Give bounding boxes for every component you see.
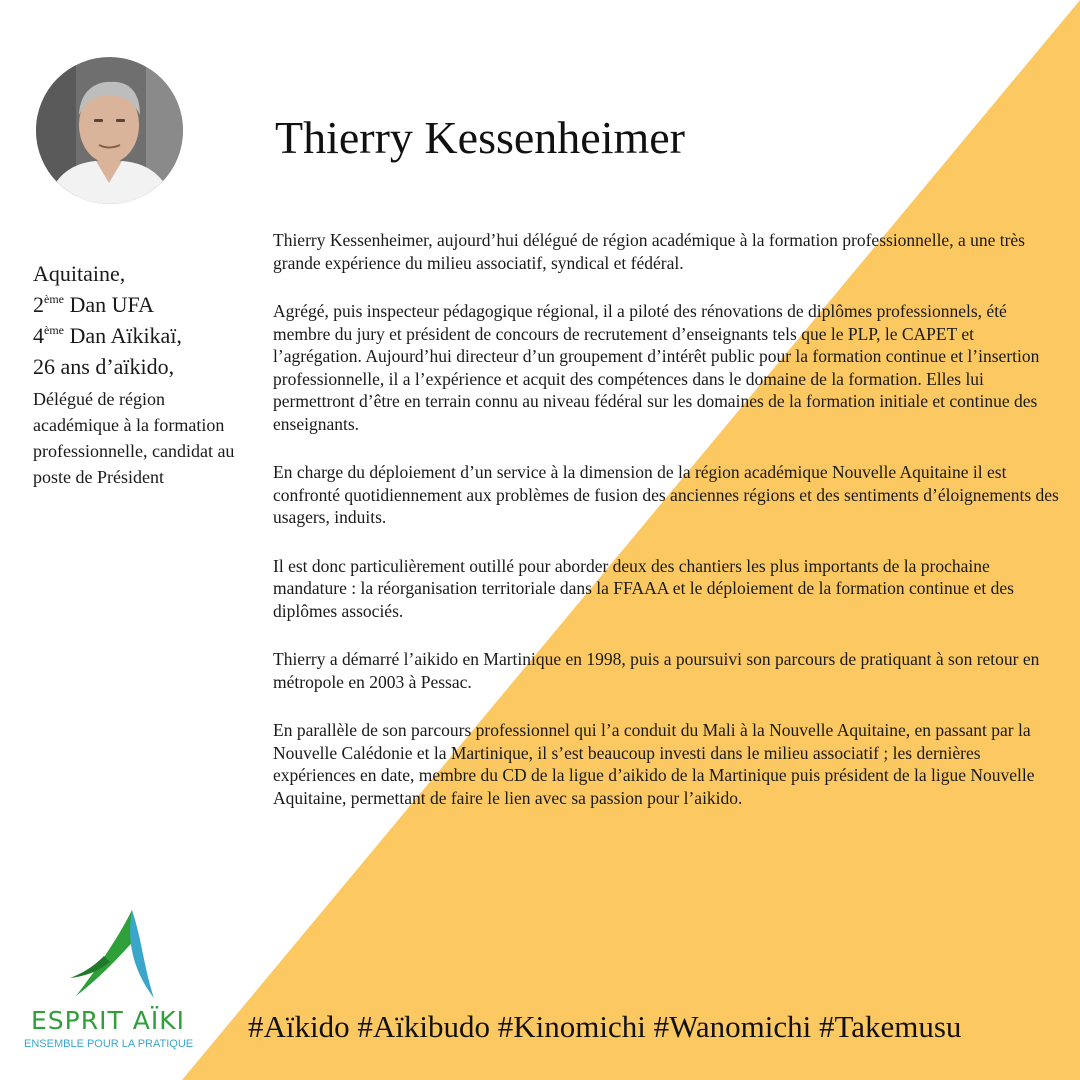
rank-aikikai-line [33,320,253,351]
logo-tagline: ENSEMBLE POUR LA PRATIQUE [24,1038,194,1050]
bio-paragraph: Agrégé, puis inspecteur pédagogique régional, il a piloté des rénovations de diplômes professionnels, été membre du jury et président de concours de recrutement d’enseignants tels que le PLP, le CAPET et l’agrégation. Aujourd’hui directeur d’un groupement d’intérêt public pour la formation continue et l’insertion professionnelle, il a l’expérience et acquit des compétences dans le domaine de la formation. Elles lui permettront d’être en terrain connu au niveau fédéral sur les domaines de la formation initiale et continue des enseignants. [273,301,1040,434]
rank-ufa-text: Dan UFA [64,292,155,317]
esprit-aiki-logo [24,906,192,1056]
region-line: Aquitaine, [33,261,126,286]
rank-ufa-sup: ème [44,292,64,306]
bio-paragraph: Il est donc particulièrement outillé pour aborder deux des chantiers les plus importants de la prochaine mandature : la réorganisation territoriale dans la FFAAA et le déploiement de la formation continue et des diplômes associés. [273,555,1014,621]
bio-paragraph: Thierry a démarré l’aikido en Martinique en 1998, puis a poursuivi son parcours de pratiquant à son retour en métropole en 2003 à Pessac. [273,649,1040,692]
bio-paragraph: En charge du déploiement d’un service à la dimension de la région académique Nouvelle Aquitaine il est confronté quotidiennement aux problèmes de fusion des anciennes régions et des sentiments d’éloignements des usagers, induits. [273,462,1059,527]
rank-aikikai-number: 4 [33,323,44,348]
years-practice-line: 26 ans d’aïkido, [33,354,175,379]
rank-aikikai-sup: ème [44,323,64,337]
candidate-summary [33,258,253,490]
rank-ufa-number: 2 [33,292,44,317]
avatar [36,57,183,204]
logo-brand-text: ESPRIT AÏKI [31,1006,185,1035]
hashtags-line: #Aïkido #Aïkibudo #Kinomichi #Wanomichi #Takemusu [248,1009,962,1044]
bio-paragraph: Thierry Kessenheimer, aujourd’hui délégué de région académique à la formation professionnelle, a une très grande expérience du milieu associatif, syndical et fédéral. [273,230,1025,273]
bio-paragraph: En parallèle de son parcours professionnel qui l’a conduit du Mali à la Nouvelle Aquitaine, en passant par la Nouvelle Calédonie et la Martinique, il s’est beaucoup investi dans le milieu associatif ; les dernières expériences en date, membre du CD de la ligue d’aikido de la Martinique puis président de la ligue Nouvelle Aquitaine, permettant de faire le lien avec sa passion pour l’aikido. [273,720,1035,808]
portrait-photo [36,57,183,204]
rank-ufa-line [33,289,253,320]
logo-mark-icon [54,906,164,1006]
page-title: Thierry Kessenheimer [275,112,686,163]
role-description: Délégué de région académique à la formation professionnelle, candidat au poste de Président [33,389,235,487]
biography [273,229,1063,835]
rank-aikikai-text: Dan Aïkikaï, [64,323,182,348]
